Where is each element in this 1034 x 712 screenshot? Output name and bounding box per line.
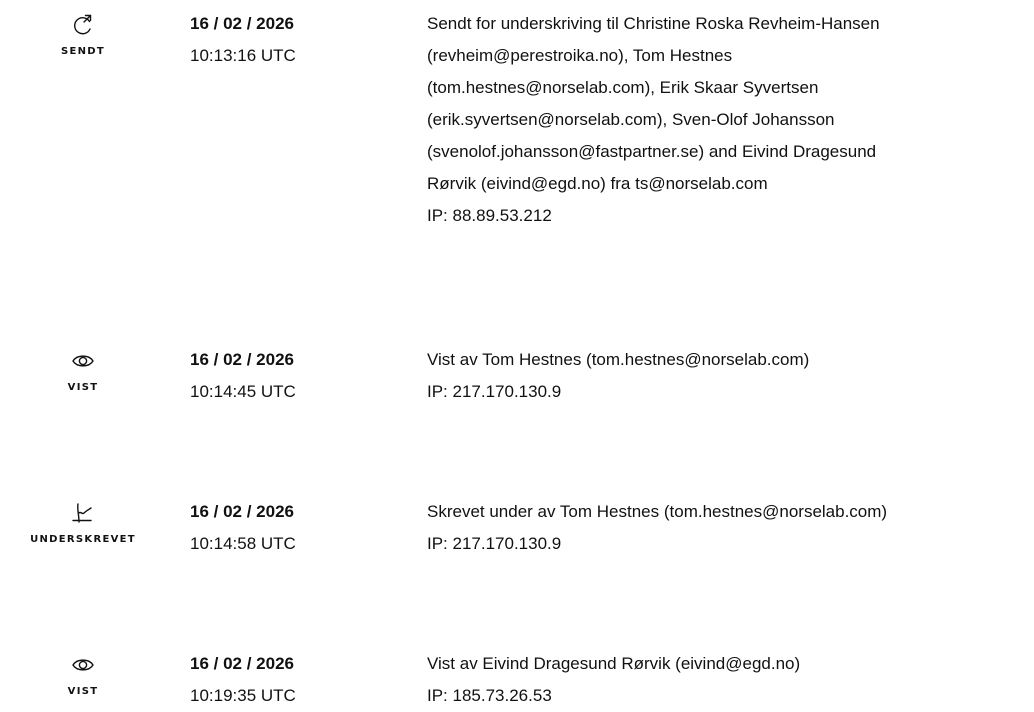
event-time: 10:19:35 UTC [190, 686, 296, 705]
event-date: 16 / 02 / 2026 [190, 654, 294, 673]
description-line: (svenolof.johansson@fastpartner.se) and Eivind Dragesund [427, 142, 877, 161]
description-line: Rørvik (eivind@egd.no) fra ts@norselab.com [427, 174, 768, 193]
description-line: Vist av Eivind Dragesund Rørvik (eivind@egd.no) [427, 654, 801, 673]
event-date: 16 / 02 / 2026 [190, 14, 294, 33]
resend-arrow-icon [70, 12, 96, 38]
ip-address: IP: 217.170.130.9 [427, 534, 562, 553]
description-line: Vist av Tom Hestnes (tom.hestnes@norselab.com) [427, 350, 810, 369]
event-description [427, 496, 1034, 560]
ip-address: IP: 88.89.53.212 [427, 206, 552, 225]
timestamp [190, 344, 296, 408]
description-line: Sendt for underskriving til Christine Roska Revheim-Hansen [427, 14, 880, 33]
event-description [427, 8, 1034, 232]
status-column [0, 652, 166, 697]
ip-address: IP: 185.73.26.53 [427, 686, 552, 705]
status-column [0, 500, 166, 545]
event-date: 16 / 02 / 2026 [190, 350, 294, 369]
signature-icon [70, 500, 96, 526]
event-time: 10:14:45 UTC [190, 382, 296, 401]
status-column [0, 12, 166, 57]
status-label: UNDERSKREVET [30, 534, 136, 545]
event-time: 10:14:58 UTC [190, 534, 296, 553]
description-line: (revheim@perestroika.no), Tom Hestnes [427, 46, 733, 65]
status-label: VIST [67, 382, 99, 393]
description-line: Skrevet under av Tom Hestnes (tom.hestnes@norselab.com) [427, 502, 888, 521]
eye-icon [70, 652, 96, 678]
event-date: 16 / 02 / 2026 [190, 502, 294, 521]
status-label: SENDT [60, 46, 106, 57]
eye-icon [70, 348, 96, 374]
timestamp [190, 496, 296, 560]
event-time: 10:13:16 UTC [190, 46, 296, 65]
description-line: (erik.syvertsen@norselab.com), Sven-Olof Johansson [427, 110, 835, 129]
timestamp [190, 648, 296, 712]
timestamp [190, 8, 296, 72]
description-line: (tom.hestnes@norselab.com), Erik Skaar Syvertsen [427, 78, 819, 97]
event-description [427, 344, 1034, 408]
status-column [0, 348, 166, 393]
ip-address: IP: 217.170.130.9 [427, 382, 562, 401]
status-label: VIST [67, 686, 99, 697]
event-description [427, 648, 1034, 712]
